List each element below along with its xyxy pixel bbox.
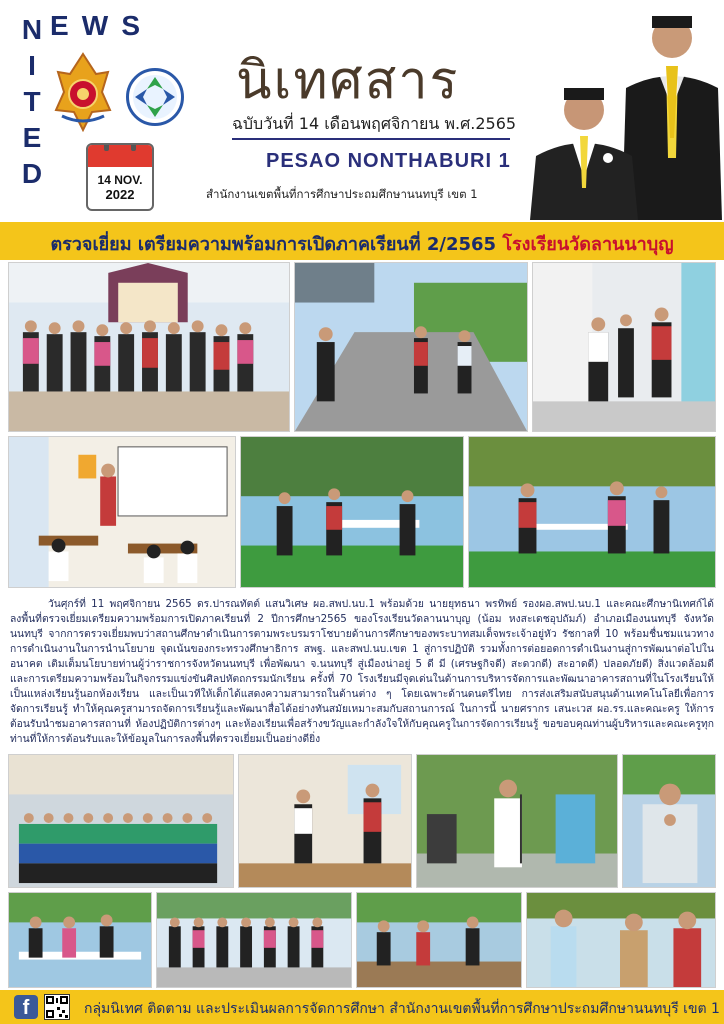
photo-outdoor-meeting (240, 436, 464, 588)
photo-walkway-inspection (294, 262, 528, 432)
officials-portrait-photo (526, 8, 722, 220)
calendar-day-label: 14 NOV. (97, 173, 143, 187)
nited-letter: E (22, 122, 42, 153)
photo-corridor-visit (532, 262, 716, 432)
calendar-date-icon (86, 143, 154, 211)
calendar-binding (88, 145, 152, 167)
qr-code-icon (44, 994, 70, 1020)
headline-main: ตรวจเยี่ยม เตรียมความพร้อมการเปิดภาคเรียนที่ 2/2565 (50, 234, 503, 255)
photo-applause (622, 754, 716, 888)
nited-vertical-wordmark (12, 12, 52, 192)
nited-letter: T (23, 86, 41, 117)
article-body: วันศุกร์ที่ 11 พฤศจิกายน 2565 ดร.ปารณทัตต์ แสนวิเศษ ผอ.สพป.นบ.1 พร้อมด้วย นายยุทธนา พรทิพย์ รองผอ.สพป.นบ.1 และคณะศึกษานิเทศก์ได้ลงพื้นที่ตรวจเยี่ยมเตรียมความพร้อมการเปิดภาคเรียนที่ 2 ปีการศึกษา2565 ของโรงเรียนวัดลานนาบุญ (น้อม หงสะเดชอุปถัมภ์) อำเภอเมืองนนทบุรี จังหวัดนนทบุรี จากการตรวจเยี่ยมพบว่าสถานศึกษาดำเนินการตามพระบรมราโชบายด้านการศึกษาของพระบาทสมเด็จพระเจ้าอยู่หัว รัชกาลที่ 10 พร้อมชื่นชมแนวทางการดำเนินงานในการนำนโยบาย จุดเน้นของกระทรวงศึกษาธิการ สพฐ. และสพป.นบ.เขต 1 สู่การปฏิบัติ รวมทั้งการต่อยอดการดำเนินงานสู่การพัฒนาต่อไปในอนาคต เติมเต็มนโยบายท่านผู้ว่าราชการจังหวัดนนทบุรี เพื่อพัฒนา จ.นนทบุรี สู่เมืองน่าอยู่ 5 ดี มี (เศรษฐกิจดี) สะดวกดี) สะอาดดี) ปลอดภัยดี) สิ่งแวดล้อมดี และการเตรียมความพร้อมในกิจกรรมแข่งขันศิลปหัตถกรรมนักเรียน ครั้งที่ 70 โรงเรียนมีจุดเด่นในด้านการบริหารจัดการและพัฒนาอาคารสถานที่ในโรงเรียนให้เป็นแหล่งเรียนรู้นอกห้องเรียน และเป็นเวทีให้เด็กได้แสดงความสามารถในด้านต่าง ๆ โดยเฉพาะด้านดนตรีไทย การส่งเสริมสนับสนุนด้านเทคโนโลยีเพื่อการจัดการเรียนรู้ ทำให้คุณครูสามารถจัดการเรียนรู้และพัฒนาสื่อได้อย่างทันสมัยเหมาะสมกับสถานการณ์ ในการนี้ นายศรากร เสนะเวส ผอ.รร.และคณะครู ให้การต้อนรับนำชมอาคารสถานที่ ห้องปฏิบัติการต่างๆ และห้องเรียนเพื่อสร้างขวัญและกำลังใจให้กับคุณครูในการจัดการเรียนรู้ ขอขอบคุณท่านผู้บริหารและคณะครูทุกท่านที่ให้การต้อนรับและให้ข้อมูลในการลงพื้นที่ตรวจเยี่ยมเป็นอย่างดียิ่ง (10, 598, 714, 745)
obec-emblem-icon (52, 52, 114, 132)
photo-garden-discussion (468, 436, 716, 588)
photo-group-indoor (8, 262, 290, 432)
photo-staff-lineup (156, 892, 352, 988)
photo-classroom-lesson (8, 436, 236, 588)
news-letter: E (50, 10, 69, 41)
calendar-year-label: 2022 (105, 187, 135, 202)
newsletter-title: นิเทศสาร (236, 51, 460, 111)
photo-student-group (8, 754, 234, 888)
nited-letter: D (21, 158, 43, 189)
facebook-icon[interactable]: f (14, 995, 38, 1019)
news-letter: W (81, 10, 109, 41)
photo-officials-meeting (526, 892, 716, 988)
photo-reception-table (8, 892, 152, 988)
photo-student-performance (416, 754, 618, 888)
issue-date: ฉบับวันที่ 14 เดือนพฤศจิกายน พ.ศ.2565 (232, 114, 517, 133)
photo-music-activity (356, 892, 522, 988)
news-letter: S (121, 10, 140, 41)
nited-letter: I (28, 50, 36, 81)
pesao-round-logo-icon (126, 68, 184, 126)
title-divider (232, 138, 510, 140)
footer-credit: กลุ่มนิเทศ ติดตาม และประเมินผลการจัดการศึกษา สำนักงานเขตพื้นที่การศึกษาประถมศึกษานนทบุรี เขต 1 (84, 1001, 720, 1017)
office-name: สำนักงานเขตพื้นที่การศึกษาประถมศึกษานนทบุรี เขต 1 (206, 187, 478, 201)
headline-school: โรงเรียนวัดลานนาบุญ (502, 234, 674, 255)
organization-name: PESAO NONTHABURI 1 (266, 150, 511, 172)
photo-classroom-visit (238, 754, 412, 888)
nited-letter: N (21, 14, 43, 45)
headline (0, 229, 724, 258)
news-horizontal-wordmark (50, 10, 148, 42)
